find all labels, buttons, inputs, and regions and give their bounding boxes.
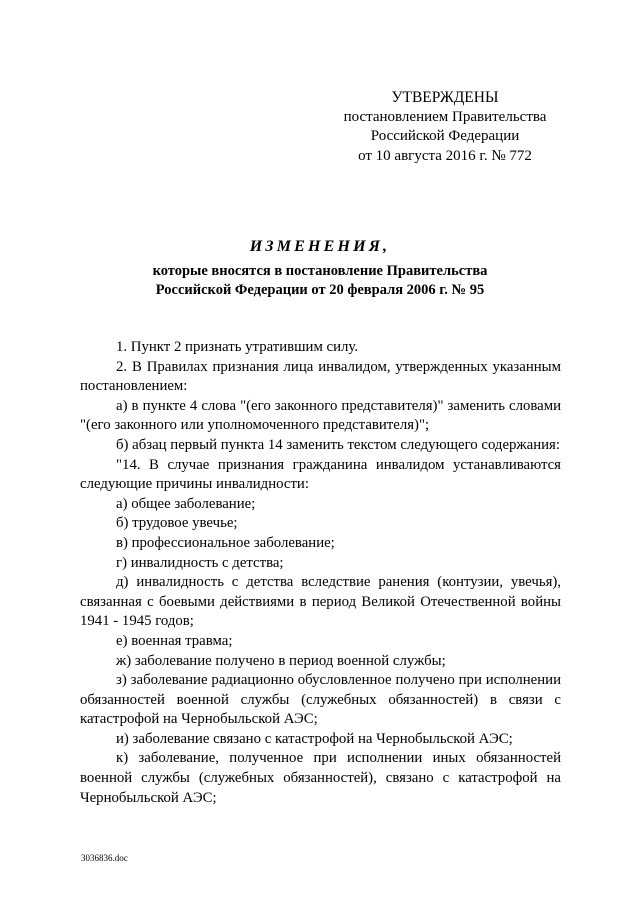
approval-heading: УТВЕРЖДЕНЫ [391,89,499,106]
title-subtitle-line: которые вносятся в постановление Правительства [152,263,488,279]
paragraph: б) абзац первый пункта 14 заменить текстом следующего содержания: [116,436,560,453]
paragraph: а) общее заболевание; [116,495,256,512]
paragraph: "14. В случае признания гражданина инвалидом устанавливаются следующие причины инвалидности: [80,456,561,493]
document-body [80,338,561,808]
paragraph: д) инвалидность с детства вследствие ранения (контузии, увечья), связанная с боевыми действиями в период Великой Отечественной войны 1941 - 1945 годов; [80,574,561,630]
title-subtitle-line: Российской Федерации от 20 февраля 2006 г. № 95 [155,282,485,298]
paragraph: в) профессиональное заболевание; [116,534,335,551]
paragraph: к) заболевание, полученное при исполнении иных обязанностей военной службы (служебных обязанностей), связано с катастрофой на Чернобыльской АЭС; [80,750,561,806]
title-heading: ИЗМЕНЕНИЯ, [249,238,391,255]
paragraph: г) инвалидность с детства; [116,554,284,571]
document-title [80,238,560,300]
paragraph: 1. Пункт 2 признать утратившим силу. [116,339,359,355]
paragraph: ж) заболевание получено в период военной службы; [116,652,446,669]
approval-date-number: от 10 августа 2016 г. № 772 [358,147,532,164]
paragraph: и) заболевание связано с катастрофой на Чернобыльской АЭС; [116,730,513,747]
paragraph: 2. В Правилах признания лица инвалидом, утвержденных указанным постановлением: [80,358,561,395]
paragraph: б) трудовое увечье; [116,515,238,532]
approval-line: Российской Федерации [370,128,520,144]
paragraph: а) в пункте 4 слова "(его законного представителя)" заменить словами "(его законного или уполномоченного представителя)"; [80,397,561,434]
paragraph: е) военная травма; [116,632,233,649]
footer-doc-id: 3036836.doc [81,853,128,863]
approval-line: постановлением Правительства [343,108,547,125]
paragraph: з) заболевание радиационно обусловленное получено при исполнении обязанностей военной службы (служебных обязанностей) в связи с катастрофой на Чернобыльской АЭС; [80,672,561,728]
approval-stamp [330,88,560,166]
